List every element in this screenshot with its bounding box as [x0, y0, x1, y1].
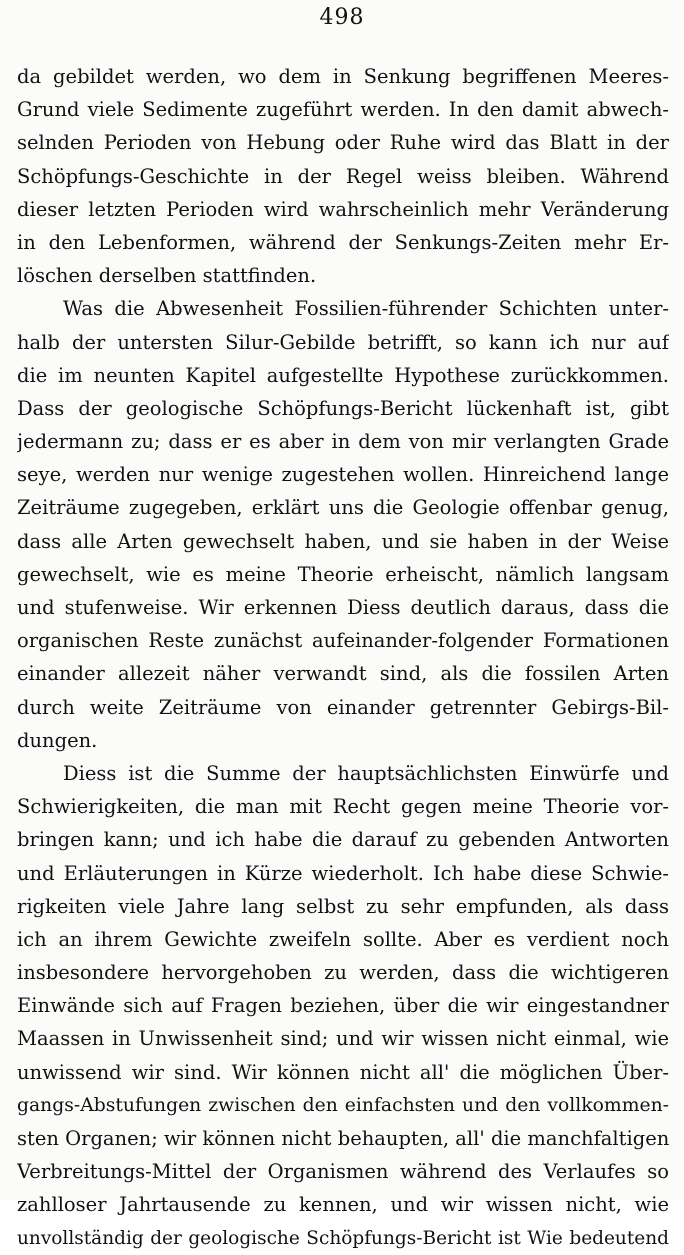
- text-line: Zeiträume zugegeben, erklärt uns die Geologie offenbar genug,: [17, 496, 669, 520]
- text-line: selnden Perioden von Hebung oder Ruhe wird das Blatt in der: [17, 131, 669, 155]
- text-line: dieser letzten Perioden wird wahrscheinlich mehr Veränderung: [17, 197, 669, 221]
- text-line: Was die Abwesenheit Fossilien-führender Schichten unter-: [63, 297, 669, 321]
- text-line: einander allezeit näher verwandt sind, als die fossilen Arten: [17, 662, 669, 686]
- text-line: unvollständig der geologische Schöpfungs-Bericht ist Wie bedeutend: [17, 1227, 669, 1249]
- text-line: insbesondere hervorgehoben zu werden, dass die wichtigeren: [17, 961, 669, 985]
- text-line: löschen derselben stattfinden.: [17, 264, 317, 288]
- text-line: organischen Reste zunächst aufeinander-folgender Formationen: [17, 629, 669, 653]
- text-line: durch weite Zeiträume von einander getrennter Gebirgs-Bil-: [17, 695, 669, 719]
- text-line: Einwände sich auf Fragen beziehen, über die wir eingestandner: [17, 994, 669, 1018]
- text-line: da gebildet werden, wo dem in Senkung begriffenen Meeres-: [17, 65, 669, 88]
- text-line: Grund viele Sedimente zugeführt werden. In den damit abwech-: [17, 98, 669, 122]
- text-line: dass alle Arten gewechselt haben, und sie haben in der Weise: [17, 529, 669, 553]
- text-line: und stufenweise. Wir erkennen Diess deutlich daraus, dass die: [17, 596, 669, 619]
- text-line: jedermann zu; dass er es aber in dem von mir verlangten Grade: [17, 430, 669, 454]
- text-line: und Erläuterungen in Kürze wiederholt. Ich habe diese Schwie-: [17, 861, 669, 885]
- text-line: ich an ihrem Gewichte zweifeln sollte. Aber es verdient noch: [17, 927, 669, 951]
- text-line: bringen kann; und ich habe die darauf zu gebenden Antworten: [17, 828, 669, 852]
- text-line: die im neunten Kapitel aufgestellte Hypothese zurückkommen.: [17, 363, 669, 387]
- text-line: zahlloser Jahrtausende zu kennen, und wir wissen nicht, wie: [17, 1193, 669, 1217]
- text-line: sten Organen; wir können nicht behaupten, all' die manchfaltigen: [17, 1127, 669, 1150]
- text-line: seye, werden nur wenige zugestehen wollen. Hinreichend lange: [17, 463, 669, 487]
- text-line: Diess ist die Summe der hauptsächlichsten Einwürfe und: [63, 761, 669, 785]
- text-line: gewechselt, wie es meine Theorie erheischt, nämlich langsam: [17, 562, 669, 586]
- text-line: Schöpfungs-Geschichte in der Regel weiss bleiben. Während: [17, 164, 669, 188]
- text-line: Verbreitungs-Mittel der Organismen während des Verlaufes so: [17, 1160, 669, 1184]
- page-number: 498: [319, 5, 365, 30]
- body-text: [17, 60, 669, 1255]
- text-line: Maassen in Unwissenheit sind; und wir wissen nicht einmal, wie: [17, 1027, 669, 1051]
- text-line: in den Lebenformen, während der Senkungs-Zeiten mehr Er-: [17, 230, 669, 254]
- text-line: unwissend wir sind. Wir können nicht all' die möglichen Über-: [17, 1060, 669, 1084]
- text-line: gangs-Abstufungen zwischen den einfachsten und den vollkommen-: [17, 1094, 669, 1116]
- text-line: Dass der geologische Schöpfungs-Bericht lückenhaft ist, gibt: [17, 396, 669, 420]
- text-line: dungen.: [17, 728, 98, 752]
- text-line: rigkeiten viele Jahre lang selbst zu sehr empfunden, als dass: [17, 894, 669, 918]
- text-line: Schwierigkeiten, die man mit Recht gegen meine Theorie vor-: [17, 795, 669, 819]
- text-line: halb der untersten Silur-Gebilde betrifft, so kann ich nur auf: [17, 330, 669, 354]
